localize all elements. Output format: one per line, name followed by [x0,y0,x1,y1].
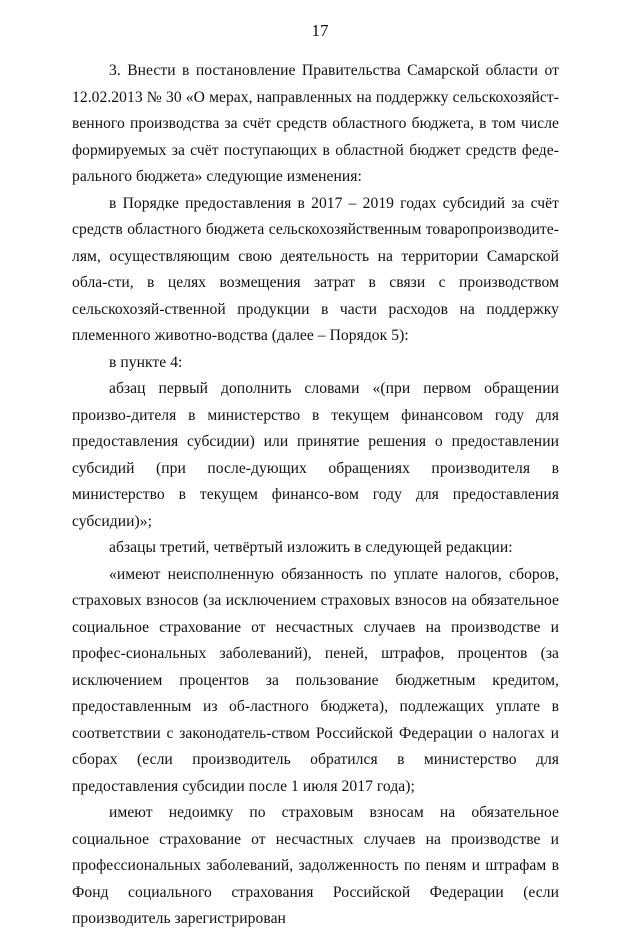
paragraph-tax-obligation: «имеют неисполненную обязанность по уплате налогов, сборов, страховых взносов (за исключением страховых взносов на обязательное социальное страхование от несчастных случаев на производстве и профес-сиональных заболеваний), пеней, штрафов, процентов (за исключением процентов за пользование бюджетным кредитом, предоставленным из об-ластного бюджета), подлежащих уплате в соответствии с законодатель-ством Российской Федерации о налогах и сборах (если производитель обратился в министерство для предоставления субсидии после 1 июля 2017 года); [72,565,559,795]
page-number: 17 [311,21,329,40]
document-body [72,58,559,933]
paragraph-insurance-arrears: имеют недоимку по страховым взносам на обязательное социальное страхование от несчастных случаев на производстве и профессиональных заболеваний, задолженность по пеням и штрафам в Фонд социального страхования Российской Федерации (если производитель зарегистрирован [72,804,559,927]
paragraph-procedure-5: в Порядке предоставления в 2017 – 2019 годах субсидий за счёт средств областного бюджета сельскохозяйственным товаропроизводите-лям, осуществляющим свою деятельность на территории Самарской обла-сти, в целях возмещения затрат в связи с производством сельскохозяй-ственной продукции в части расходов на поддержку племенного животно-водства (далее – Порядок 5): [72,194,559,344]
paragraph-amend-resolution: 3. Внести в постановление Правительства Самарской области от 12.02.2013 № 30 «О мерах, направленных на поддержку сельскохозяйст-венного производства за счёт средств областного бюджета, в том числе формируемых за счёт поступающих в областной бюджет средств феде-рального бюджета» следующие изменения: [72,62,559,185]
paragraph-first-subparagraph: абзац первый дополнить словами «(при первом обращении произво-дителя в министерство в текущем финансовом году для предоставления субсидии) или принятие решения о предоставлении субсидий (при после-дующих обращениях производителя в министерство в текущем финансо-вом году для предоставления субсидии)»; [72,380,559,530]
paragraph-third-fourth-subparagraphs: абзацы третий, четвёртый изложить в следующей редакции: [109,539,513,556]
paragraph-clause-4: в пункте 4: [109,353,183,371]
